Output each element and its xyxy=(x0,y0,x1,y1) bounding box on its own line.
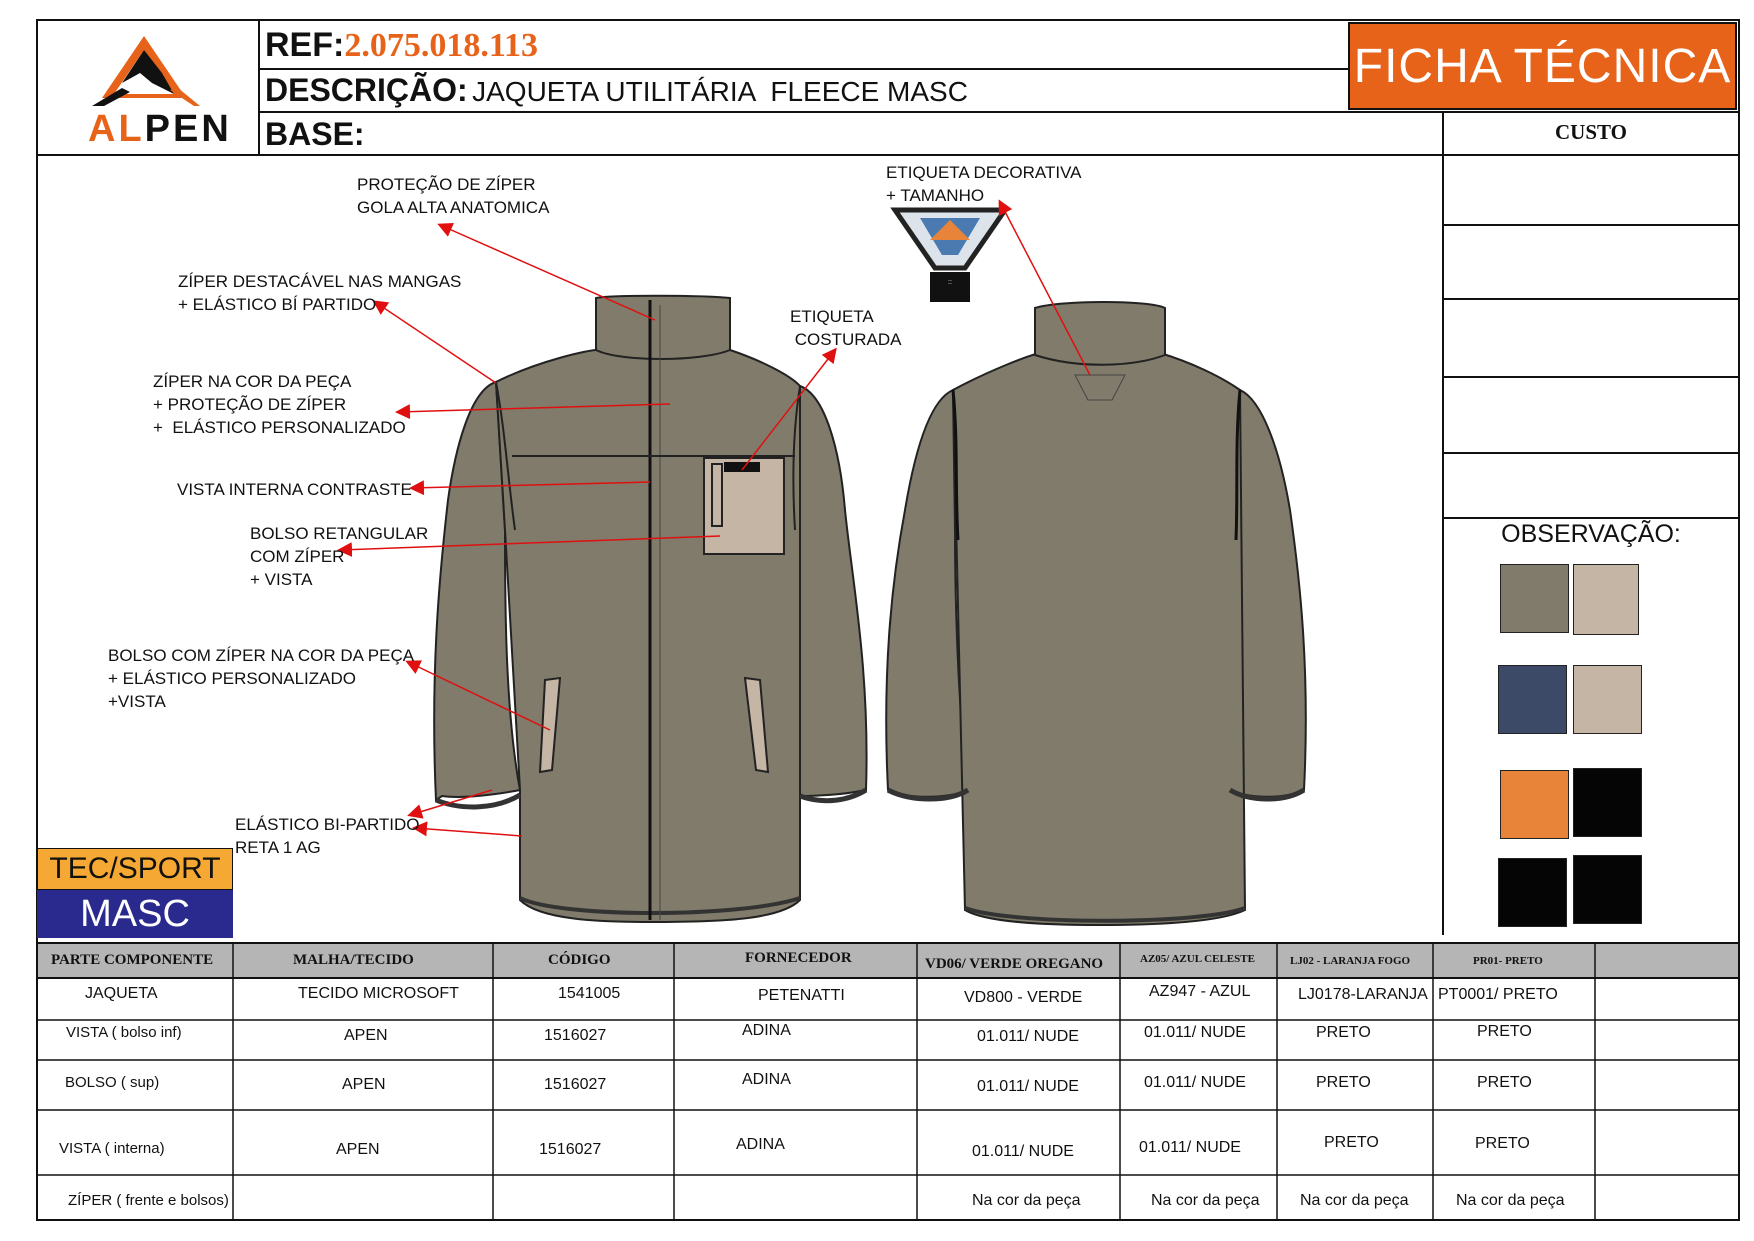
decorative-label-icon xyxy=(895,210,1005,302)
cell-r0-c5: AZ947 - AZUL xyxy=(1149,983,1251,1000)
th-fornecedor: FORNECEDOR xyxy=(745,950,852,966)
swatch-azul-celeste xyxy=(1498,665,1567,734)
jacket-drawings xyxy=(0,150,1440,940)
desc-row xyxy=(265,72,968,109)
cell-r3-c6: PRETO xyxy=(1324,1134,1379,1151)
annotation-elastic: ELÁSTICO BI-PARTIDO RETA 1 AG xyxy=(235,815,420,857)
ref-label: REF: xyxy=(265,26,345,64)
cell-r1-c1: APEN xyxy=(344,1027,388,1044)
tag-line-text: TEC/SPORT xyxy=(49,852,221,885)
cell-r3-c0: VISTA ( interna) xyxy=(59,1140,165,1157)
swatch-preto-1 xyxy=(1573,768,1642,837)
annotation-zip-protection: PROTEÇÃO DE ZÍPER GOLA ALTA ANATOMICA xyxy=(357,175,550,217)
tag-gender xyxy=(37,890,233,938)
cell-r4-c6: Na cor da peça xyxy=(1300,1192,1409,1209)
cell-r0-c6: LJ0178-LARANJA xyxy=(1298,986,1428,1003)
desc-value: JAQUETA UTILITÁRIA FLEECE MASC xyxy=(472,76,968,107)
cell-r2-c0: BOLSO ( sup) xyxy=(65,1074,160,1091)
base-label: BASE: xyxy=(265,116,365,152)
cell-r0-c3: PETENATTI xyxy=(758,987,845,1004)
swatch-preto-3 xyxy=(1573,855,1642,924)
cell-r1-c5: 01.011/ NUDE xyxy=(1144,1024,1246,1041)
back-jacket xyxy=(886,302,1306,925)
alpen-logo xyxy=(82,28,262,118)
cell-r3-c4: 01.011/ NUDE xyxy=(972,1143,1074,1160)
custo-label: CUSTO xyxy=(1555,120,1627,144)
cell-r0-c7: PT0001/ PRETO xyxy=(1438,986,1558,1003)
cell-r2-c3: ADINA xyxy=(742,1071,791,1088)
cell-r3-c7: PRETO xyxy=(1475,1135,1530,1152)
cell-r1-c6: PRETO xyxy=(1316,1024,1371,1041)
cell-r0-c0: JAQUETA xyxy=(85,985,158,1002)
cell-r4-c4: Na cor da peça xyxy=(972,1192,1081,1209)
cell-r3-c1: APEN xyxy=(336,1141,380,1158)
cell-r2-c5: 01.011/ NUDE xyxy=(1144,1074,1246,1091)
annotation-inner-facing: VISTA INTERNA CONTRASTE xyxy=(177,480,412,499)
annotation-zip-color: ZÍPER NA COR DA PEÇA + PROTEÇÃO DE ZÍPER + ELÁSTICO PERSONALIZADO xyxy=(153,372,406,437)
cell-r2-c1: APEN xyxy=(342,1076,386,1093)
ficha-title: FICHA TÉCNICA xyxy=(1353,39,1732,93)
observacao-label: OBSERVAÇÃO: xyxy=(1501,520,1681,548)
th-preto: PR01- PRETO xyxy=(1473,955,1543,967)
swatch-nude-1 xyxy=(1573,564,1639,635)
tag-gender-text: MASC xyxy=(80,892,190,935)
cell-r4-c5: Na cor da peça xyxy=(1151,1192,1260,1209)
tag-line xyxy=(37,848,233,890)
svg-text:::: :: xyxy=(948,279,952,286)
annotation-zip-pocket: BOLSO COM ZÍPER NA COR DA PEÇA + ELÁSTICO PERSONALIZADO +VISTA xyxy=(108,646,415,711)
th-verde-oregano: VD06/ VERDE OREGANO xyxy=(925,956,1104,972)
cell-r2-c7: PRETO xyxy=(1477,1074,1532,1091)
th-codigo: CÓDIGO xyxy=(548,952,611,968)
ficha-tecnica-banner xyxy=(1348,22,1737,110)
annotation-rect-pocket: BOLSO RETANGULAR COM ZÍPER + VISTA xyxy=(250,524,429,589)
desc-label: DESCRIÇÃO: xyxy=(265,72,468,108)
cell-r1-c7: PRETO xyxy=(1477,1023,1532,1040)
cell-r3-c3: ADINA xyxy=(736,1136,785,1153)
front-jacket xyxy=(434,296,866,922)
cell-r1-c3: ADINA xyxy=(742,1022,791,1039)
th-parte-componente: PARTE COMPONENTE xyxy=(51,952,214,968)
ref-row xyxy=(265,26,538,65)
cell-r4-c7: Na cor da peça xyxy=(1456,1192,1565,1209)
cell-r0-c4: VD800 - VERDE xyxy=(964,989,1083,1006)
cell-r2-c4: 01.011/ NUDE xyxy=(977,1078,1079,1095)
brand-al: AL xyxy=(88,108,145,150)
cell-r0-c1: TECIDO MICROSOFT xyxy=(298,985,459,1002)
cell-r3-c2: 1516027 xyxy=(539,1141,602,1158)
annotation-sewn-label: ETIQUETA COSTURADA xyxy=(790,307,902,349)
ref-value: 2.075.018.113 xyxy=(344,27,538,64)
cell-r1-c0: VISTA ( bolso inf) xyxy=(66,1024,182,1041)
cell-r2-c2: 1516027 xyxy=(544,1076,607,1093)
swatch-laranja-fogo xyxy=(1500,770,1569,839)
brand-pen: PEN xyxy=(144,108,232,150)
cell-r3-c5: 01.011/ NUDE xyxy=(1139,1139,1241,1156)
cell-r0-c2: 1541005 xyxy=(558,985,621,1002)
brand-name xyxy=(88,108,232,151)
th-malha-tecido: MALHA/TECIDO xyxy=(293,952,414,968)
th-laranja-fogo: LJ02 - LARANJA FOGO xyxy=(1290,955,1411,967)
annotation-decorative-label: ETIQUETA DECORATIVA + TAMANHO xyxy=(886,163,1082,205)
cell-r2-c6: PRETO xyxy=(1316,1074,1371,1091)
swatch-nude-2 xyxy=(1573,665,1642,734)
cell-r1-c2: 1516027 xyxy=(544,1027,607,1044)
cell-r1-c4: 01.011/ NUDE xyxy=(977,1028,1079,1045)
cell-r4-c0: ZÍPER ( frente e bolsos) xyxy=(68,1192,229,1209)
annotation-detachable-zip: ZÍPER DESTACÁVEL NAS MANGAS + ELÁSTICO BÍ PARTIDO xyxy=(178,272,462,314)
swatch-verde-oregano xyxy=(1500,564,1569,633)
swatch-preto-2 xyxy=(1498,858,1567,927)
th-azul-celeste: AZ05/ AZUL CELESTE xyxy=(1140,953,1255,965)
